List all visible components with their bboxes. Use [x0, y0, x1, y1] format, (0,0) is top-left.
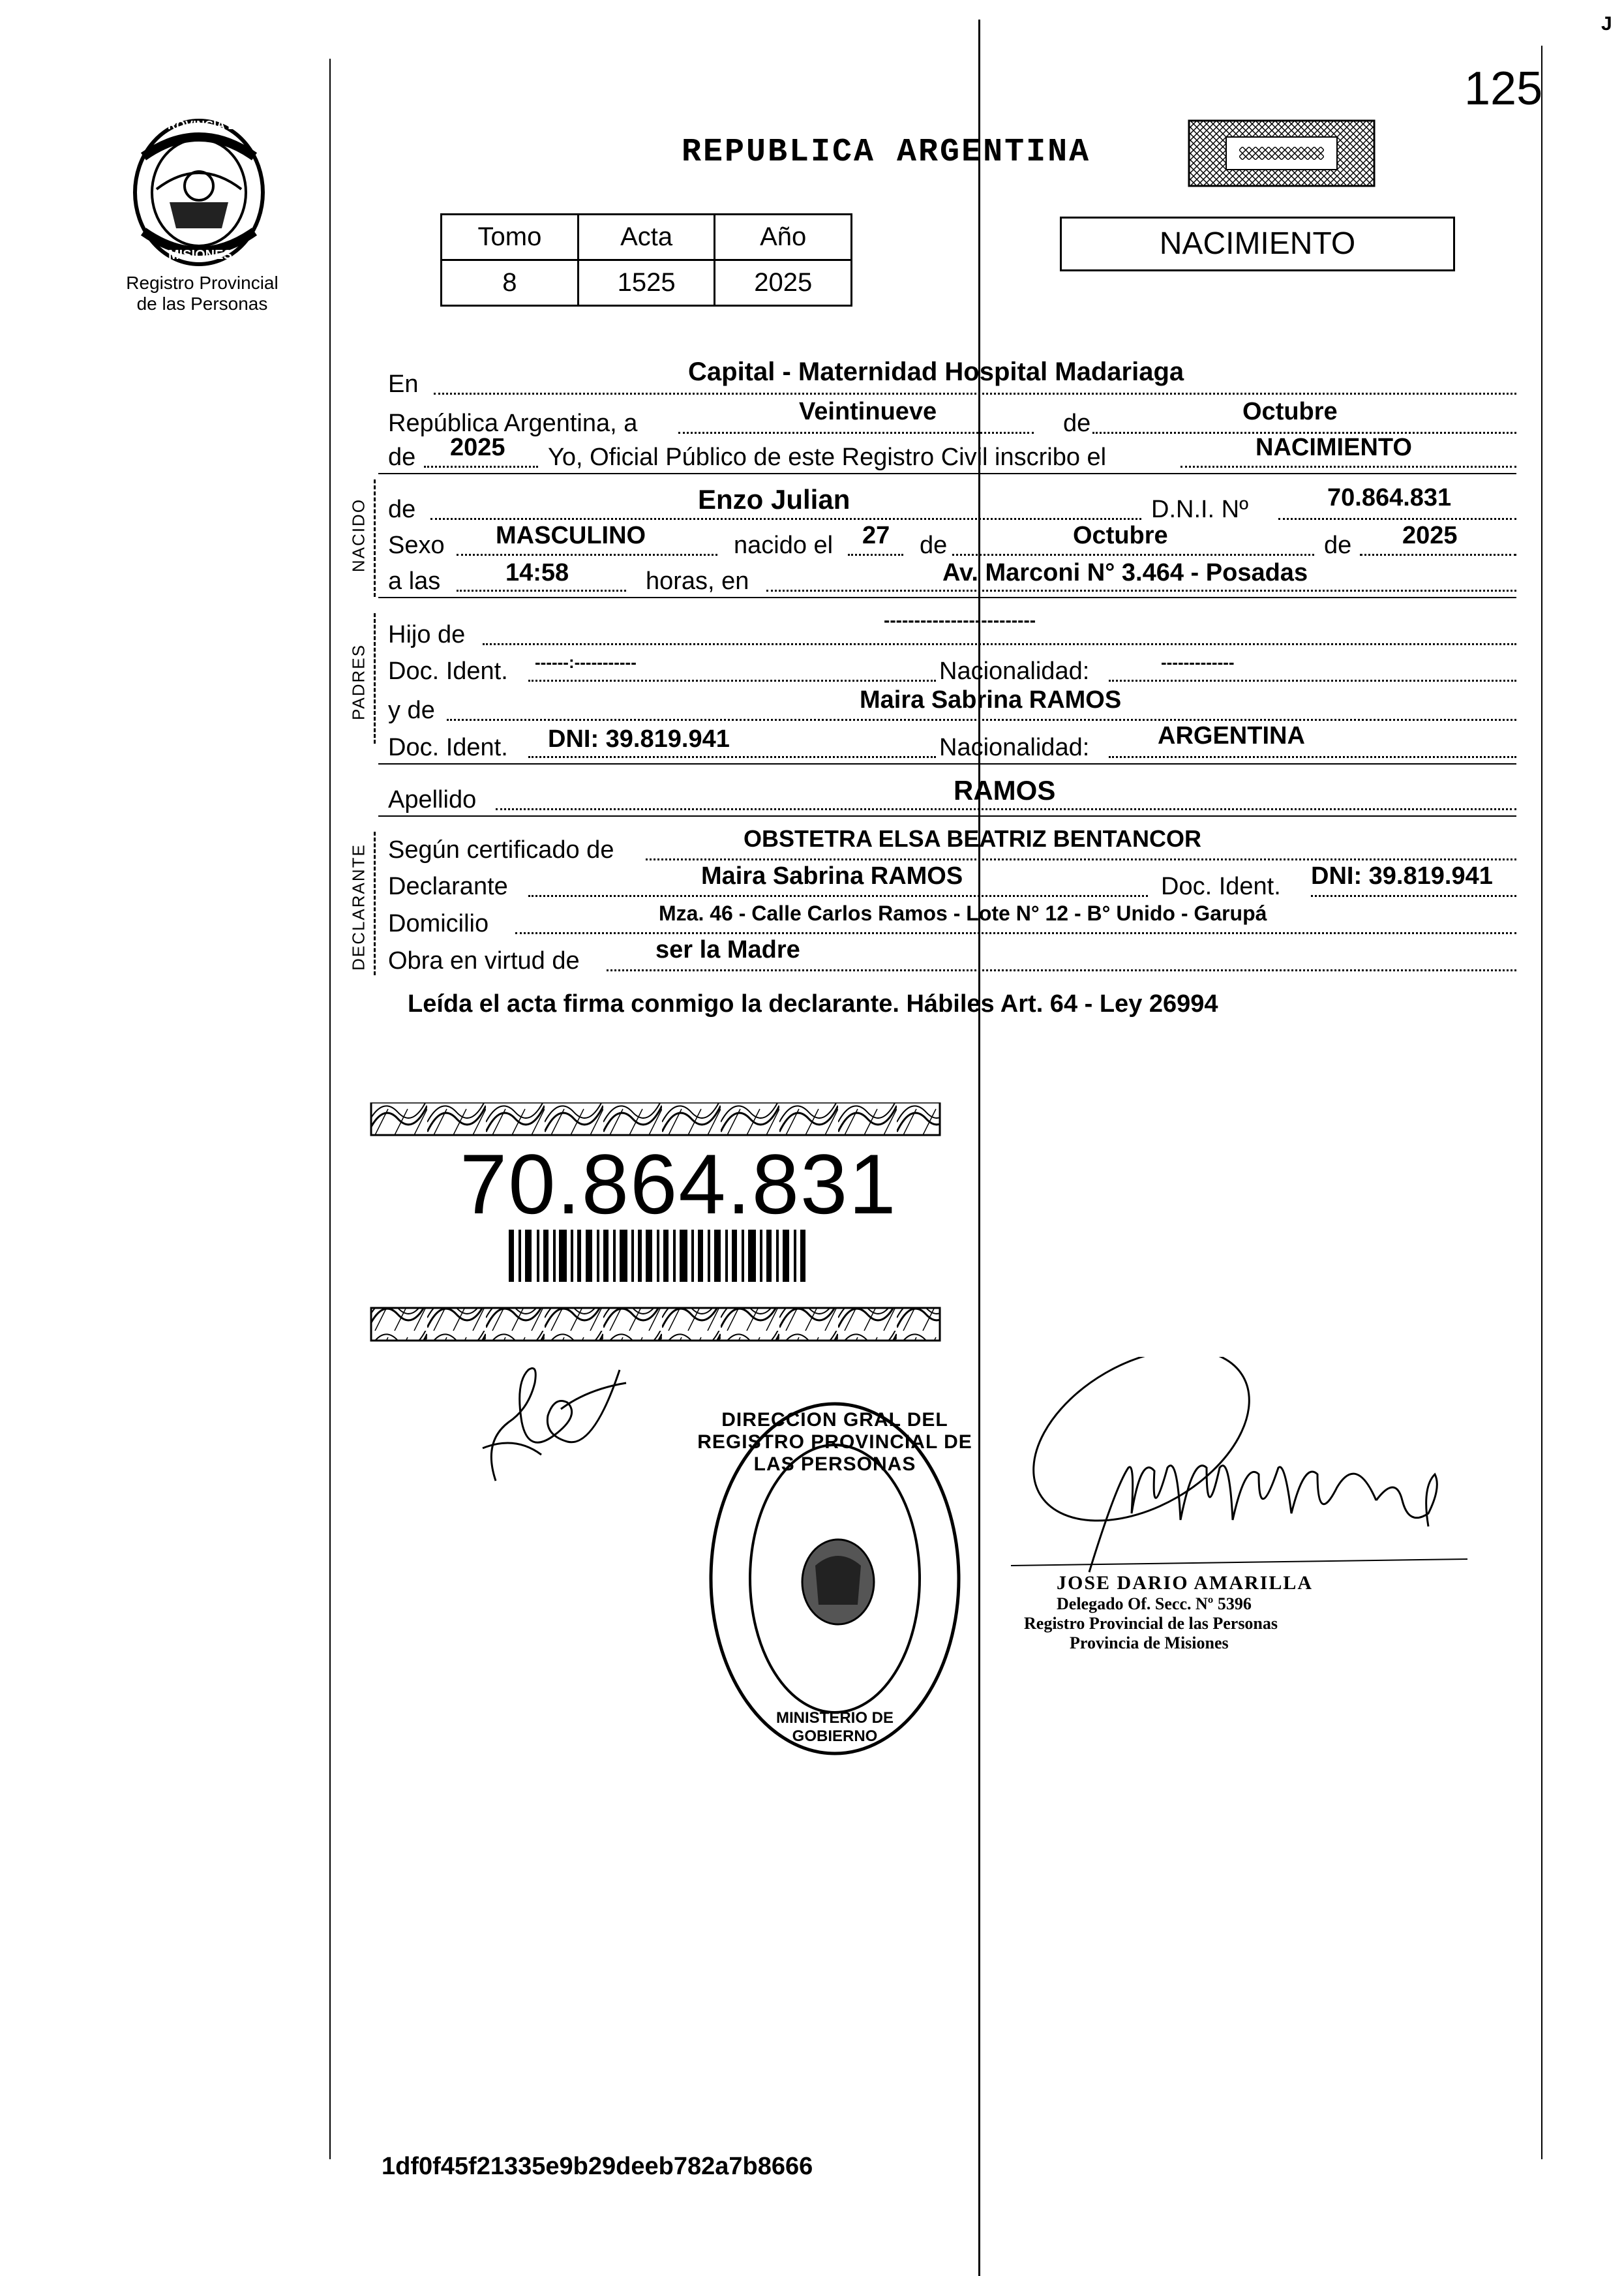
name-dots [430, 518, 1141, 520]
mother-doc-label: Doc. Ident. [388, 734, 508, 761]
father-doc: ------:----------- [535, 652, 637, 672]
day-dots [678, 432, 1034, 434]
birth-day: 27 [862, 522, 890, 549]
birth-year: 2025 [1402, 522, 1458, 549]
time-dots [457, 590, 626, 592]
record-type-box: NACIMIENTO [1060, 217, 1455, 271]
birth-de-label-2: de [1324, 532, 1352, 559]
fiscal-stamp [1187, 111, 1376, 189]
birth-month: Octubre [1073, 522, 1168, 549]
alas-label: a las [388, 568, 441, 595]
emblem-bottom-text: MISIONES [168, 248, 232, 262]
mother-doc-dots [528, 756, 936, 758]
dni-dots [1278, 518, 1516, 520]
father-name: ------------------------- [884, 610, 1036, 630]
record-header-ano: Año [715, 215, 852, 260]
declarante-doc-dots [1311, 895, 1516, 897]
declarante-label: Declarante [388, 873, 508, 900]
declarante-bracket [374, 832, 376, 975]
side-label-padres: PADRES [348, 644, 368, 720]
official-seal [697, 1396, 972, 1761]
apellido-separator [378, 815, 1516, 817]
record-table [440, 213, 852, 307]
registry-name-line2: de las Personas [136, 294, 268, 314]
province-emblem [130, 117, 267, 267]
official-office: Registro Provincial de las Personas [1024, 1614, 1278, 1633]
declarante-doc: DNI: 39.819.941 [1311, 862, 1493, 890]
official-role: Delegado Of. Secc. Nº 5396 [1057, 1594, 1252, 1613]
address-dots [766, 590, 1516, 592]
record-value-acta: 1525 [578, 260, 715, 306]
de-label-2: de [388, 444, 416, 471]
declarant-signature [470, 1344, 633, 1487]
nacido-el-label: nacido el [734, 532, 834, 559]
barcode [509, 1230, 805, 1282]
left-margin-line [329, 59, 331, 2159]
seal-outer-text: DIRECCION GRAL DEL REGISTRO PROVINCIAL DE LAS PERSONAS [697, 1409, 972, 1475]
apellido-label: Apellido [388, 786, 477, 813]
obra-dots [607, 969, 1516, 971]
declarante-dots [528, 895, 1148, 897]
record-header-acta: Acta [578, 215, 715, 260]
registration-month: Octubre [1242, 398, 1338, 425]
birth-address: Av. Marconi N° 3.464 - Posadas [942, 559, 1308, 586]
nacido-bracket [374, 479, 376, 597]
mother-nationality: ARGENTINA [1158, 722, 1305, 750]
y-de-label: y de [388, 697, 435, 724]
cert-label: Según certificado de [388, 836, 614, 864]
birth-time: 14:58 [505, 559, 569, 586]
hijo-de-label: Hijo de [388, 621, 466, 648]
registration-year: 2025 [450, 434, 505, 461]
certifier-name: OBSTETRA ELSA BEATRIZ BENTANCOR [744, 825, 1201, 852]
father-doc-dots [528, 680, 936, 682]
corner-mark: J [1601, 13, 1612, 35]
child-name: Enzo Julian [698, 484, 850, 515]
seal-inner-text: MINISTERIO DE GOBIERNO [775, 1709, 894, 1745]
birth-year-dots [1360, 554, 1516, 556]
place-dots [434, 393, 1516, 395]
side-label-declarante: DECLARANTE [348, 843, 368, 971]
padres-separator [378, 763, 1516, 765]
registration-day: Veintinueve [799, 398, 937, 425]
domicilio-label: Domicilio [388, 910, 489, 937]
registration-type: NACIMIENTO [1256, 434, 1412, 461]
emblem-top-text: PROVINCIA DE [160, 119, 245, 132]
side-label-nacido: NACIDO [348, 498, 368, 573]
closing-note: Leída el acta firma conmigo la declarante. Hábiles Art. 64 - Ley 26994 [408, 990, 1218, 1018]
birth-day-dots [848, 554, 903, 556]
declarante-doc-label: Doc. Ident. [1161, 873, 1281, 900]
official-province: Provincia de Misiones [1070, 1633, 1229, 1652]
horas-label: horas, en [646, 568, 749, 595]
mother-dots [447, 719, 1516, 721]
birth-de-label: de [920, 532, 948, 559]
father-nationality: ------------- [1161, 652, 1235, 672]
year-dots [424, 466, 538, 468]
official-stamp-block [1024, 1572, 1363, 1653]
declarante-name: Maira Sabrina RAMOS [701, 862, 963, 890]
registry-name-line1: Registro Provincial [126, 273, 278, 293]
sexo-label: Sexo [388, 532, 445, 559]
father-doc-label: Doc. Ident. [388, 658, 508, 685]
page-title: REPUBLICA ARGENTINA [682, 134, 1091, 171]
oficial-text: Yo, Oficial Público de este Registro Civil inscribo el [548, 444, 1107, 471]
cert-dots [646, 858, 1516, 860]
mother-nat-label: Nacionalidad: [939, 734, 1090, 761]
record-value-tomo: 8 [442, 260, 579, 306]
sexo-dots [457, 554, 717, 556]
apellido-dots [496, 808, 1516, 810]
right-margin-line [1541, 46, 1542, 2159]
type-dots [1180, 466, 1516, 468]
father-nat-dots [1109, 680, 1516, 682]
mother-nat-dots [1109, 756, 1516, 758]
father-dots [483, 643, 1516, 645]
record-header-tomo: Tomo [442, 215, 579, 260]
dni-label: D.N.I. Nº [1151, 496, 1248, 523]
domicilio-value: Mza. 46 - Calle Carlos Ramos - Lote N° 12 - B° Unido - Garupá [659, 902, 1267, 925]
official-name: JOSE DARIO AMARILLA [1057, 1572, 1314, 1594]
domicilio-dots [515, 932, 1516, 934]
child-dni: 70.864.831 [1327, 484, 1452, 511]
page-number: 125 [1464, 63, 1543, 115]
en-label: En [388, 371, 419, 398]
obra-value: ser la Madre [655, 936, 800, 964]
mother-doc: DNI: 39.819.941 [548, 725, 730, 753]
padres-bracket [374, 613, 376, 744]
birth-place: Capital - Maternidad Hospital Madariaga [688, 357, 1184, 386]
registry-name [111, 273, 293, 314]
document-hash: 1df0f45f21335e9b29deeb782a7b8666 [382, 2153, 813, 2180]
nacido-separator [378, 597, 1516, 598]
record-value-ano: 2025 [715, 260, 852, 306]
obra-label: Obra en virtud de [388, 947, 580, 975]
apellido-value: RAMOS [954, 775, 1056, 806]
nacido-de-label: de [388, 496, 416, 523]
mother-name: Maira Sabrina RAMOS [860, 686, 1122, 714]
republica-label: República Argentina, a [388, 410, 638, 437]
dni-sticker [368, 1102, 942, 1344]
sticker-dni-number: 70.864.831 [460, 1136, 897, 1232]
child-sex: MASCULINO [496, 522, 646, 549]
intro-separator [378, 473, 1516, 474]
de-label-1: de [1063, 410, 1091, 437]
birth-month-dots [952, 554, 1314, 556]
father-nat-label: Nacionalidad: [939, 658, 1090, 685]
